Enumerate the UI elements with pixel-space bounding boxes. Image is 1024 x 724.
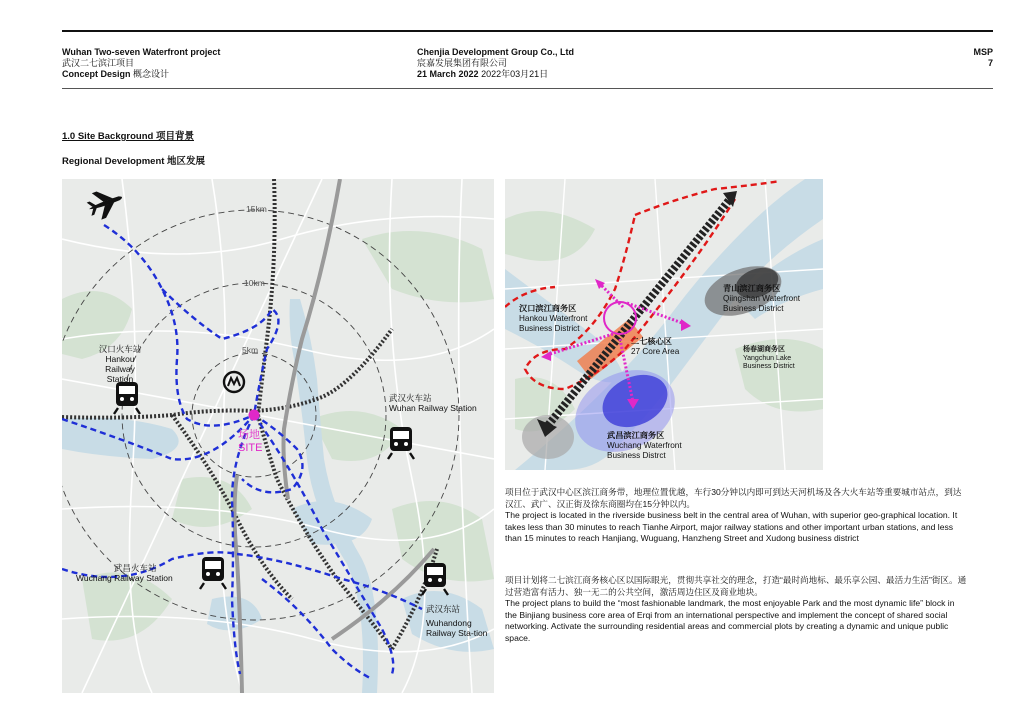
wuchang-cbd-label <box>607 431 717 461</box>
qingshan-cbd-cn: 青山滨江商务区 <box>723 284 781 293</box>
firm-name: MSP <box>973 47 993 57</box>
core-area-en: 27 Core Area <box>631 347 680 356</box>
qingshan-cbd-en: Qiingshan Waterfront Business District <box>723 294 801 313</box>
wuhan-station-en: Wuhan Railway Station <box>389 403 477 413</box>
core-area-cn: 二七核心区 <box>631 337 672 346</box>
site-label-en: SITE <box>238 442 263 454</box>
ring-label-15km: 15km <box>246 204 267 214</box>
phase-line <box>62 69 220 80</box>
ring-label-10km: 10km <box>244 278 265 288</box>
paragraph-location <box>505 487 967 545</box>
yangchun-cbd-label <box>743 346 821 372</box>
paragraph-location-cn: 项目位于武汉中心区滨江商务带，地理位置优越，车行30分钟以内即可到达天河机场及各大火车站等重要城市站点，到达汉江、武广、汉正街及徐东商圈均在15分钟以内。 <box>505 487 962 509</box>
header-client-block <box>417 47 574 80</box>
hankou-cbd-cn: 汉口滨江商务区 <box>519 304 577 313</box>
site-label-cn: 场地 <box>238 429 260 441</box>
client-name: Chenjia Development Group Co., Ltd <box>417 47 575 57</box>
wuchang-cbd-en: Wuchang Waterfront Business Distrct <box>607 441 682 460</box>
wuchang-station-cn: 武昌火车站 <box>114 563 157 573</box>
district-map <box>505 179 823 470</box>
date-cn: 2022年03月21日 <box>481 69 549 79</box>
yangchun-cbd-cn: 杨春湖商务区 <box>743 346 785 353</box>
regional-map <box>62 179 494 693</box>
header-firm-block <box>973 47 993 69</box>
section-title: 1.0 Site Background 项目背景 <box>62 131 194 142</box>
top-rule <box>62 30 993 32</box>
phase-label: Concept Design <box>62 69 131 79</box>
yangchun-cbd-en: Yangchun Lake Business District <box>743 354 795 370</box>
paragraph-plan <box>505 575 967 645</box>
hankou-station-cn: 汉口火车站 <box>98 344 142 354</box>
wuhandong-station-cn: 武汉东站 <box>426 604 461 614</box>
date-en: 21 March 2022 <box>417 69 479 79</box>
project-title-cn: 武汉二七滨江项目 <box>62 58 135 68</box>
wuchang-cbd-cn: 武昌滨江商务区 <box>607 431 665 440</box>
wuhandong-station-label <box>426 604 488 638</box>
phase-label-cn: 概念设计 <box>133 69 170 79</box>
qingshan-cbd-label <box>723 284 823 314</box>
wuchang-station-en: Wuchang Railway Station <box>76 573 173 583</box>
client-name-cn: 宸嘉发展集团有限公司 <box>417 58 508 68</box>
date-line <box>417 69 574 80</box>
section-subtitle: Regional Development 地区发展 <box>62 156 206 167</box>
hankou-cbd-label <box>519 304 605 334</box>
core-area-label <box>631 337 701 357</box>
paragraph-plan-en: The project plans to build the “most fashionable landmark, the most enjoyable Park and the most dynamic life” block in the Binjiang business core area of Erqi from an international perspective and implement the concept of shared social networking. Activate the surrounding residential areas and commercial plots by creating a dynamic and unique public space. <box>505 598 955 643</box>
wuhan-station-label <box>389 393 494 413</box>
ring-label-5km: 5km <box>242 345 259 355</box>
wuhandong-station-en: Wuhandong Railway Sta-tion <box>426 618 488 638</box>
hankou-station-label <box>92 344 148 384</box>
paragraph-plan-cn: 项目计划将二七滨江商务核心区以国际眼光，贯彻共享社交的理念，打造“最时尚地标、最乐享公园、最活力生活”街区。通过营造富有活力、独一无二的公共空间，激活周边住区及商业地块。 <box>505 575 967 597</box>
paragraph-location-en: The project is located in the riverside business belt in the central area of Wuhan, with superior geo-graphical location. It takes less than 30 minutes to reach Tianhe Airport, major railway stations and other important urban stations, and less than 15 minutes to reach Hanjiang, Wuguang, Hanzheng Street and Xudong business district <box>505 510 958 544</box>
header-rule <box>62 88 993 89</box>
hankou-station-en: Hankou Railway Station <box>105 354 135 384</box>
project-title: Wuhan Two-seven Waterfront project <box>62 47 221 57</box>
header-project-block <box>62 47 220 80</box>
wuhan-station-cn: 武汉火车站 <box>389 393 432 403</box>
hankou-cbd-en: Hankou Waterfront Business District <box>519 314 588 333</box>
page-number: 7 <box>987 58 993 68</box>
site-label <box>238 429 262 455</box>
wuchang-station-label <box>76 563 216 583</box>
